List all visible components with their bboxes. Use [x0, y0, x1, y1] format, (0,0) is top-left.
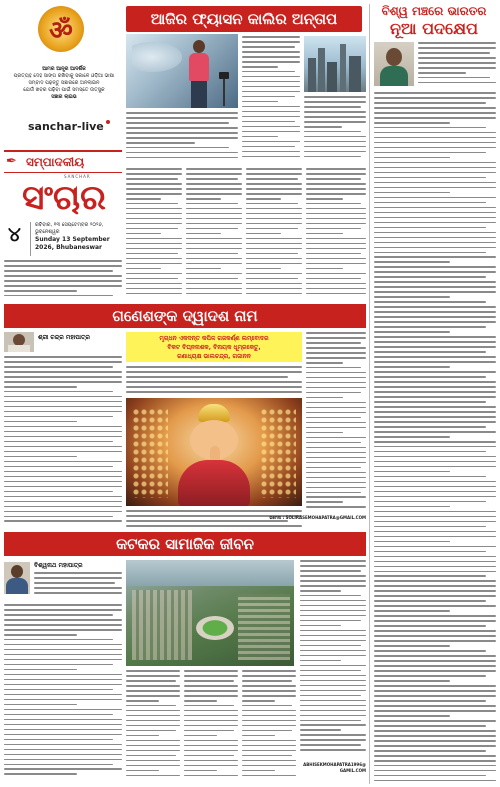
idol-body — [178, 460, 250, 506]
camera-tripod-icon — [216, 72, 232, 106]
promo-line: ସଞ୍ଚାର ଲାଇଭ — [51, 94, 77, 100]
article-right-intro — [418, 42, 496, 88]
ganesh-highlight-line3: ଗଣାଧ୍ୟକ୍ଷ ଭାଲଚନ୍ଦ୍ର, ଗଜାନନ — [177, 353, 251, 360]
paper-nameplate — [4, 174, 122, 256]
right-author-photo — [374, 42, 414, 86]
date-odia: ରବିବାର, ୧୩ ସେପ୍ଟେମ୍ବର ୨୦୨୬, ଭୁବନେଶ୍ୱର — [35, 222, 104, 235]
om-symbol: ॐ — [49, 16, 73, 46]
ganesh-highlight-line1: ମୃଗ୍ଧନ ଏକଦନ୍ତ କପିଳ ଗଜକର୍ଣ୍ଣ ଲମ୍ବୋଦର — [159, 335, 269, 342]
promo-line: ସମ୍ବାଦ ପଢ଼ନ୍ତୁ ସଞ୍ଚାରରେ ଅନଲାଇନ — [28, 80, 100, 86]
cuttack-aerial-photo — [126, 560, 294, 666]
article-top-col-3 — [304, 96, 366, 164]
date-block — [30, 222, 127, 256]
decor-lights-left — [132, 408, 168, 498]
article-top-headline-bar — [126, 6, 362, 32]
ganesh-contact[interactable]: ଇମେଲ : SOLIRASEMOHAPATRA@GMAIL.COM — [269, 515, 366, 520]
promo-text-block — [6, 66, 122, 101]
model-figure — [186, 40, 212, 108]
article-right-body — [374, 92, 496, 782]
date-english: Sunday 13 September — [35, 236, 110, 243]
paper-latin-small: SANCHAR — [64, 174, 91, 179]
live-dot-icon — [106, 120, 110, 124]
stadium-graphic — [196, 616, 234, 640]
page-number: ୪ — [8, 222, 21, 246]
ganesh-col-4 — [306, 332, 366, 512]
cuttack-col-4 — [242, 670, 296, 782]
article-top-col-2 — [242, 36, 300, 164]
cuttack-col-5 — [300, 560, 366, 756]
cuttack-author-bio — [34, 572, 122, 600]
ganesh-author-photo — [4, 332, 34, 352]
cuttack-contact-line1: ABHISEKMOHAPATRA1996@ — [303, 762, 366, 767]
cuttack-contact-line2: GAMIL.COM — [339, 768, 366, 773]
decor-lights-right — [260, 408, 296, 498]
world-map-graphic — [132, 42, 182, 72]
article-top-col-6 — [306, 168, 366, 300]
article-top-col-1 — [126, 112, 238, 164]
ganesh-col-1 — [4, 356, 122, 526]
cuttack-headline-bar — [4, 532, 366, 556]
cuttack-headline: କଟକର ସାମାଜିକ ଜୀବନ — [116, 535, 254, 553]
cuttack-author-name: ବିଶ୍ୱନାଥ ମହାପାତ୍ର — [34, 562, 83, 569]
article-top-col-4 — [186, 168, 242, 300]
ganesh-headline-bar — [4, 304, 366, 328]
promo-line: ଆମର ଆନ୍ଧ୍ର ଆଦର୍ଶିକ — [42, 66, 86, 72]
ganesh-headline: ଗଣେଶଙ୍କ ଦ୍ୱାଦଶ ନାମ — [112, 307, 258, 325]
cuttack-col-1 — [4, 604, 122, 782]
river-graphic — [126, 560, 294, 586]
masthead-side-text — [126, 168, 182, 300]
ganesh-col-2 — [126, 366, 302, 396]
article-right-headline-line2: ନୂଆ ପଦକ୍ଷେପ — [390, 19, 478, 38]
article-top-headline: ଆଜିର ଫ୍ୟାସନ କାଲିର ଅନ୍ତାପ — [150, 10, 338, 28]
section-label: ସମ୍ପାଦକୀୟ — [26, 155, 85, 169]
cuttack-col-2 — [126, 670, 180, 782]
quill-icon: ✒ — [6, 154, 17, 169]
cuttack-contact[interactable] — [300, 762, 366, 774]
site-name[interactable]: sanchar-live — [28, 120, 110, 133]
ganesh-idol-photo — [126, 398, 302, 506]
cuttack-author-photo — [4, 562, 30, 594]
article-right-headline — [372, 4, 496, 38]
section-label-bar — [4, 150, 122, 173]
ganesh-highlight-line2: ବିକଟ ବିଘ୍ନନାଶକ, ବିନାୟକ ଧୂମ୍ରକେତୁ, — [167, 344, 261, 351]
om-logo-icon — [38, 6, 84, 52]
paper-name: ସଂଚାର — [22, 178, 106, 218]
promo-line: ଯେଉଁ ଖବର ପଢ଼ିବା ପାଇଁ ସମସ୍ତେ ଉତ୍ସୁକ — [23, 87, 105, 93]
city-blocks-graphic-2 — [238, 594, 290, 660]
cuttack-col-3 — [184, 670, 238, 782]
promo-line: ପ୍ରତ୍ୟହ ଦେହ ସାଙ୍ଗ ରଖିବାକୁ ସକାଳେ ଓଡ଼ିଆ ଭାଷା — [13, 73, 115, 79]
masthead-promo — [2, 2, 122, 144]
article-top-col-5 — [246, 168, 302, 300]
right-column-rule — [369, 4, 370, 784]
city-skyline-photo — [304, 36, 366, 92]
date-english-2: 2026, Bhubaneswar — [35, 244, 102, 251]
city-blocks-graphic — [132, 590, 192, 660]
ganesh-author-name: ଶ୍ରୀ ଚନ୍ଦ୍ର ମହାପାତ୍ର — [38, 334, 90, 341]
masthead-below-text — [4, 260, 122, 302]
fashion-photo — [126, 34, 238, 108]
ganesh-highlight-box — [126, 332, 302, 362]
article-right-headline-line1: ବିଶ୍ୱ ମଞ୍ଚରେ ଭାରତର — [381, 4, 487, 18]
